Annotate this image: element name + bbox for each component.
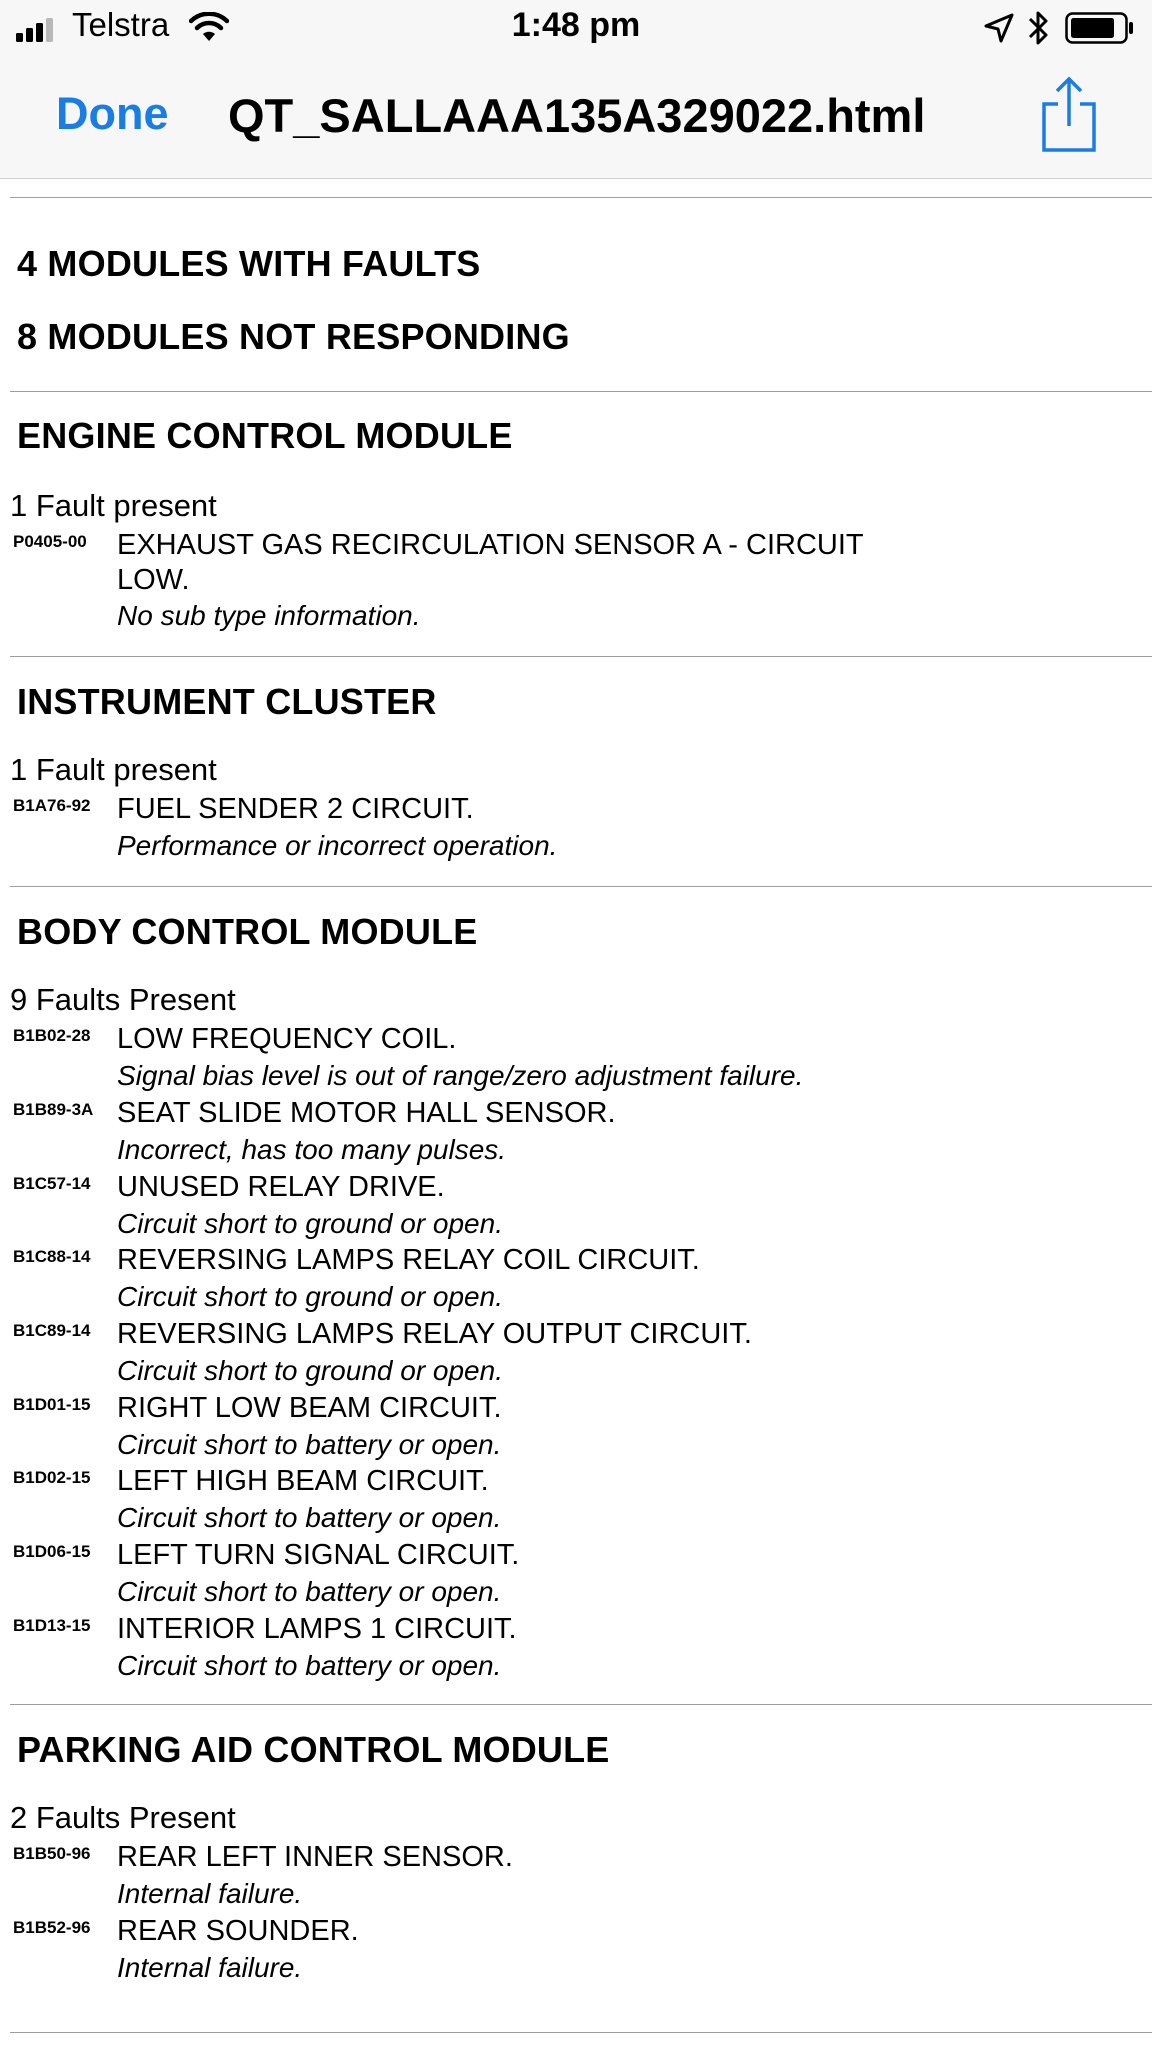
fault-count: 9 Faults Present	[10, 982, 236, 1017]
fault-code: B1B52-96	[13, 1918, 91, 1937]
fault-code: B1A76-92	[13, 796, 91, 815]
fault-description: REVERSING LAMPS RELAY OUTPUT CIRCUIT.	[117, 1318, 752, 1350]
fault-count: 1 Fault present	[10, 488, 217, 523]
fault-description: REAR SOUNDER.	[117, 1915, 359, 1947]
fault-code: P0405-00	[13, 532, 87, 551]
module-heading: ENGINE CONTROL MODULE	[17, 415, 513, 456]
fault-description: REAR LEFT INNER SENSOR.	[117, 1841, 513, 1873]
fault-description: FUEL SENDER 2 CIRCUIT.	[117, 793, 474, 825]
fault-description: INTERIOR LAMPS 1 CIRCUIT.	[117, 1613, 517, 1645]
divider	[10, 391, 1152, 392]
status-bar	[0, 0, 1152, 58]
fault-subtype: Circuit short to battery or open.	[117, 1650, 502, 1681]
fault-subtype: Circuit short to battery or open.	[117, 1576, 502, 1607]
fault-code: B1C57-14	[13, 1174, 91, 1193]
location-arrow-icon	[984, 13, 1014, 43]
fault-subtype: Circuit short to battery or open.	[117, 1502, 502, 1533]
fault-code: B1D06-15	[13, 1542, 91, 1561]
fault-code: B1B89-3A	[13, 1100, 94, 1119]
fault-subtype: Circuit short to ground or open.	[117, 1355, 503, 1386]
fault-subtype: Circuit short to ground or open.	[117, 1281, 503, 1312]
fault-description: UNUSED RELAY DRIVE.	[117, 1171, 445, 1203]
fault-subtype: Circuit short to battery or open.	[117, 1429, 502, 1460]
fault-code: B1D01-15	[13, 1395, 91, 1414]
fault-subtype: Signal bias level is out of range/zero adjustment failure.	[117, 1060, 804, 1091]
fault-code: B1C89-14	[13, 1321, 91, 1340]
fault-description: LOW FREQUENCY COIL.	[117, 1023, 457, 1055]
fault-description: LEFT TURN SIGNAL CIRCUIT.	[117, 1539, 520, 1571]
divider	[10, 656, 1152, 657]
divider	[10, 197, 1152, 198]
fault-description: RIGHT LOW BEAM CIRCUIT.	[117, 1392, 502, 1424]
fault-subtype: Internal failure.	[117, 1878, 303, 1909]
done-button[interactable]: Done	[56, 88, 169, 139]
module-heading: INSTRUMENT CLUSTER	[17, 681, 437, 722]
summary-not-responding: 8 MODULES NOT RESPONDING	[17, 316, 570, 357]
fault-description: LEFT HIGH BEAM CIRCUIT.	[117, 1465, 489, 1497]
summary-with-faults: 4 MODULES WITH FAULTS	[17, 243, 481, 284]
fault-description: SEAT SLIDE MOTOR HALL SENSOR.	[117, 1097, 616, 1129]
fault-code: B1B02-28	[13, 1026, 91, 1045]
fault-subtype: No sub type information.	[117, 600, 421, 631]
battery-icon	[1065, 12, 1135, 44]
bluetooth-icon	[1024, 10, 1052, 46]
divider	[10, 886, 1152, 887]
module-heading: BODY CONTROL MODULE	[17, 911, 478, 952]
carrier-name: Telstra	[72, 6, 170, 43]
divider	[10, 2032, 1152, 2033]
fault-description: EXHAUST GAS RECIRCULATION SENSOR A - CIRCUIT	[117, 529, 864, 561]
divider	[10, 1704, 1152, 1705]
fault-code: B1B50-96	[13, 1844, 91, 1863]
fault-code: B1D13-15	[13, 1616, 91, 1635]
status-time: 1:48 pm	[511, 6, 641, 44]
fault-subtype: Incorrect, has too many pulses.	[117, 1134, 507, 1165]
fault-count: 1 Fault present	[10, 752, 217, 787]
fault-subtype: Performance or incorrect operation.	[117, 830, 558, 861]
module-heading: PARKING AID CONTROL MODULE	[17, 1729, 610, 1770]
document-title: QT_SALLAAA135A329022.html	[228, 89, 926, 142]
fault-code: B1C88-14	[13, 1247, 91, 1266]
fault-subtype: Internal failure.	[117, 1952, 303, 1983]
browser-chrome	[0, 0, 1152, 179]
fault-description: REVERSING LAMPS RELAY COIL CIRCUIT.	[117, 1244, 700, 1276]
share-icon[interactable]	[1040, 76, 1098, 154]
nav-bar	[0, 58, 1152, 178]
fault-code: B1D02-15	[13, 1468, 91, 1487]
fault-description-continued: LOW.	[117, 564, 190, 596]
fault-subtype: Circuit short to ground or open.	[117, 1208, 503, 1239]
fault-count: 2 Faults Present	[10, 1800, 236, 1835]
